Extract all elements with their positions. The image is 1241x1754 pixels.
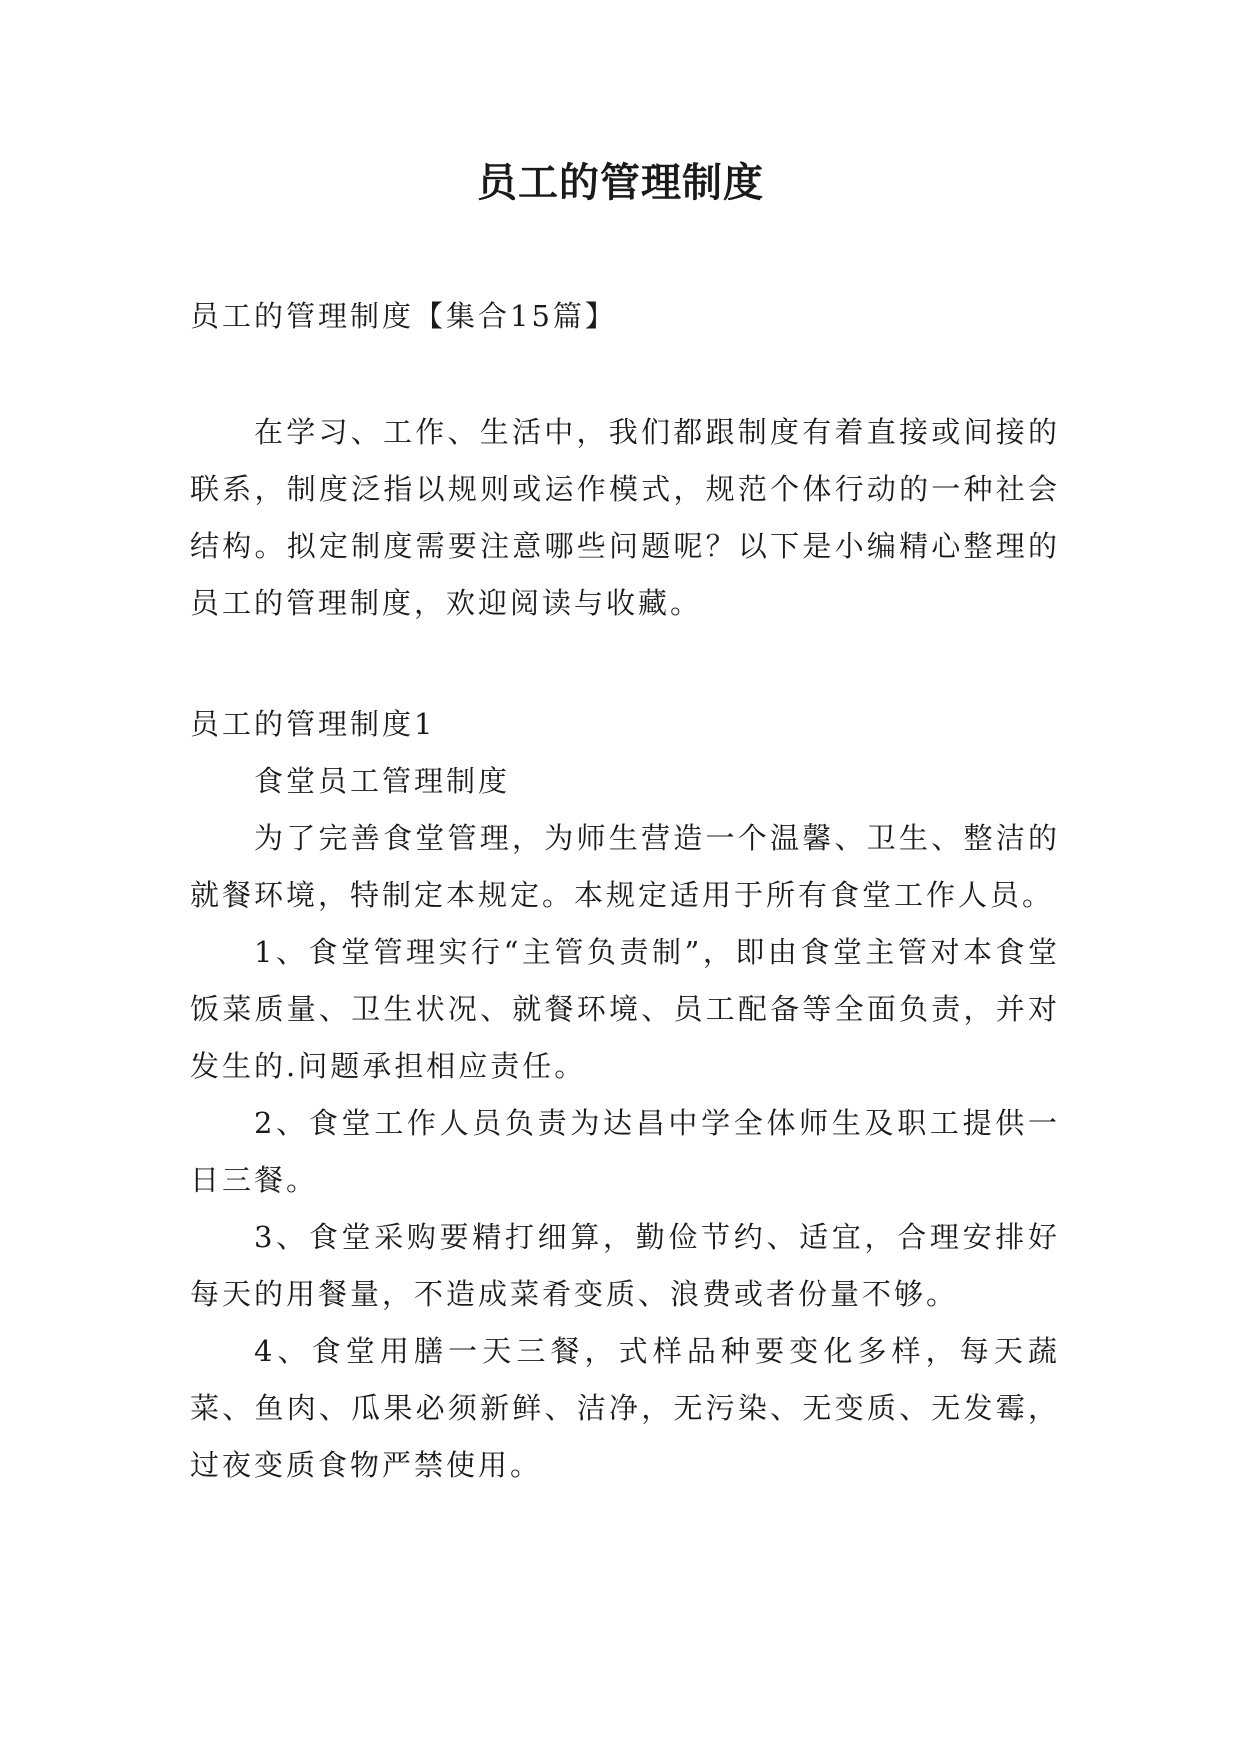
section-paragraph: 3、食堂采购要精打细算，勤俭节约、适宜，合理安排好每天的用餐量，不造成菜肴变质、浪费或者份量不够。 [190,1220,1060,1311]
section-paragraph: 4、食堂用膳一天三餐，式样品种要变化多样，每天蔬菜、鱼肉、瓜果必须新鲜、洁净，无污染、无变质、无发霉，过夜变质食物严禁使用。 [190,1334,1060,1482]
document-subtitle: 员工的管理制度【集合15篇】 [190,299,617,333]
intro-paragraph: 在学习、工作、生活中，我们都跟制度有着直接或间接的联系，制度泛指以规则或运作模式，规范个体行动的一种社会结构。拟定制度需要注意哪些问题呢？以下是小编精心整理的员工的管理制度，欢迎阅读与收藏。 [190,415,1060,620]
section-paragraph: 为了完善食堂管理，为师生营造一个温馨、卫生、整洁的就餐环境，特制定本规定。本规定适用于所有食堂工作人员。 [190,821,1060,912]
section-subheading: 食堂员工管理制度 [254,764,511,798]
document-title: 员工的管理制度 [477,159,764,206]
section-paragraph: 1、食堂管理实行“主管负责制”，即由食堂主管对本食堂饭菜质量、卫生状况、就餐环境、员工配备等全面负责，并对发生的.问题承担相应责任。 [190,935,1060,1083]
section-heading: 员工的管理制度1 [190,707,436,741]
section-1 [190,696,1060,1494]
section-paragraph: 2、食堂工作人员负责为达昌中学全体师生及职工提供一日三餐。 [190,1106,1060,1197]
